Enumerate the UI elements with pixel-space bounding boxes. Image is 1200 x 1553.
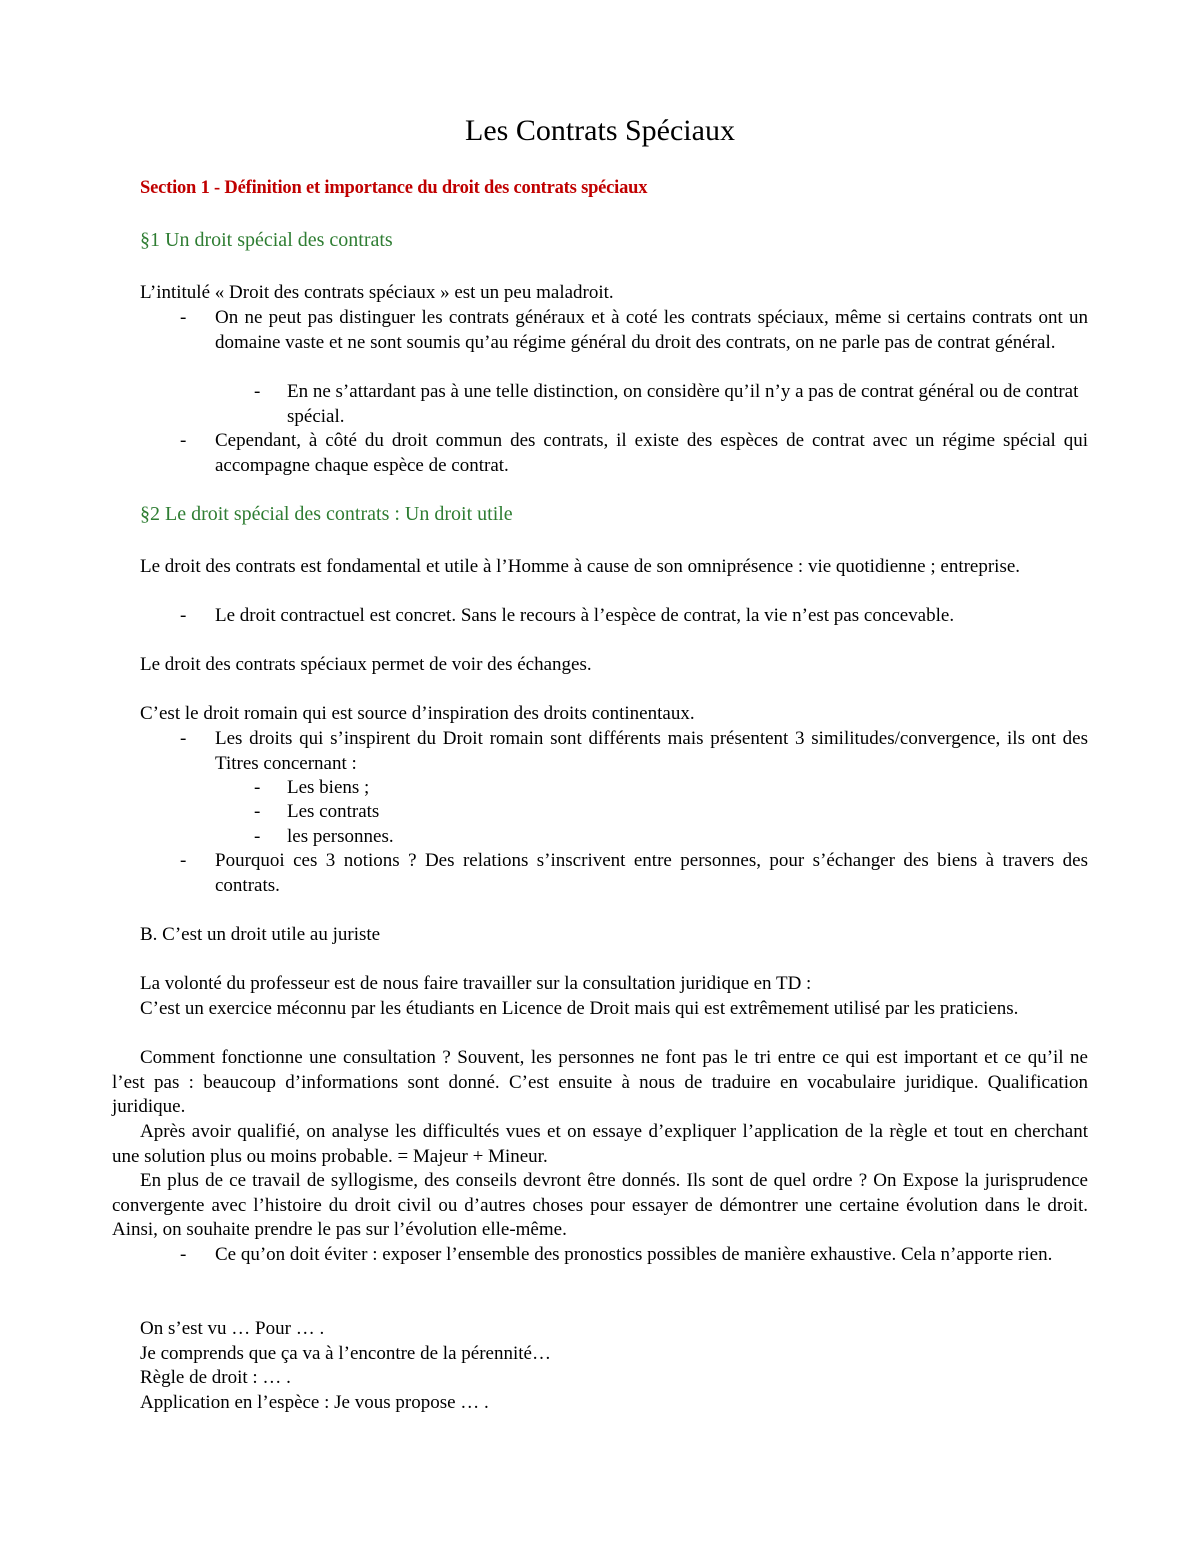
bullet-dash: - (254, 801, 261, 822)
bullet-dash: - (180, 605, 187, 626)
bullet-dash: - (180, 307, 187, 328)
paragraph: C’est un exercice méconnu par les étudiants en Licence de Droit mais qui est extrêmement utilisé par les praticiens. (140, 998, 1019, 1019)
paragraph: Comment fonctionne une consultation ? Souvent, les personnes ne font pas le tri entre ce qui est important et ce qu’il ne l’est pas : beaucoup d’informations sont donné. C’est ensuite à nous de traduire en vocabulaire juridique. Qualification juridique. (112, 1047, 1088, 1117)
bullet-dash: - (180, 430, 187, 451)
bullet-item: Ce qu’on doit éviter : exposer l’ensemble des pronostics possibles de manière exhaustive. Cela n’apporte rien. (215, 1244, 1053, 1265)
list-item: Les biens ; (287, 777, 370, 798)
bullet-dash: - (254, 381, 261, 402)
bullet-dash: - (254, 826, 261, 847)
list-item: Les contrats (287, 801, 380, 822)
subsection-heading-2: §2 Le droit spécial des contrats : Un droit utile (140, 503, 513, 525)
list-item: les personnes. (287, 826, 394, 847)
paragraph: Après avoir qualifié, on analyse les difficultés vues et on essaye d’expliquer l’application de la règle et tout en cherchant une solution plus ou moins probable. = Majeur + Mineur. (112, 1121, 1088, 1167)
bullet-item: Cependant, à côté du droit commun des contrats, il existe des espèces de contrat avec un régime spécial qui accompagne chaque espèce de contrat. (215, 430, 1088, 476)
bullet-item: Pourquoi ces 3 notions ? Des relations s’inscrivent entre personnes, pour s’échanger des biens à travers des contrats. (215, 850, 1088, 896)
subsection-heading-b: B. C’est un droit utile au juriste (140, 924, 381, 945)
paragraph: Le droit des contrats spéciaux permet de voir des échanges. (140, 654, 592, 675)
paragraph: L’intitulé « Droit des contrats spéciaux » est un peu maladroit. (140, 282, 614, 303)
section-heading: Section 1 - Définition et importance du droit des contrats spéciaux (140, 178, 648, 198)
paragraph: C’est le droit romain qui est source d’inspiration des droits continentaux. (140, 703, 695, 724)
paragraph: La volonté du professeur est de nous faire travailler sur la consultation juridique en TD : (140, 973, 812, 994)
bullet-item: En ne s’attardant pas à une telle distinction, on considère qu’il n’y a pas de contrat général ou de contrat spécial. (287, 381, 1079, 427)
bullet-dash: - (180, 1244, 187, 1265)
template-line: On s’est vu … Pour … . (140, 1318, 325, 1339)
document-title: Les Contrats Spéciaux (465, 114, 735, 147)
bullet-item: Les droits qui s’inspirent du Droit romain sont différents mais présentent 3 similitudes/convergence, ils ont des Titres concernant : (215, 728, 1088, 774)
bullet-dash: - (254, 777, 261, 798)
bullet-dash: - (180, 728, 187, 749)
bullet-item: On ne peut pas distinguer les contrats généraux et à coté les contrats spéciaux, même si certains contrats ont un domaine vaste et ne sont soumis qu’au régime général du droit des contrats, on ne parle pas de contrat général. (215, 307, 1088, 353)
template-line: Application en l’espèce : Je vous propose … . (140, 1392, 489, 1413)
paragraph: Le droit des contrats est fondamental et utile à l’Homme à cause de son omniprésence : vie quotidienne ; entreprise. (140, 556, 1021, 577)
template-line: Je comprends que ça va à l’encontre de la pérennité… (140, 1343, 551, 1364)
template-line: Règle de droit : … . (140, 1367, 291, 1388)
bullet-dash: - (180, 850, 187, 871)
bullet-item: Le droit contractuel est concret. Sans le recours à l’espèce de contrat, la vie n’est pas concevable. (215, 605, 955, 626)
paragraph: En plus de ce travail de syllogisme, des conseils devront être donnés. Ils sont de quel ordre ? On Expose la jurisprudence convergente avec l’histoire du droit civil ou d’autres choses pour essayer de démontrer une certaine évolution dans le droit. Ainsi, on souhaite prendre le pas sur l’évolution elle-même. (112, 1170, 1088, 1240)
subsection-heading-1: §1 Un droit spécial des contrats (140, 229, 393, 251)
